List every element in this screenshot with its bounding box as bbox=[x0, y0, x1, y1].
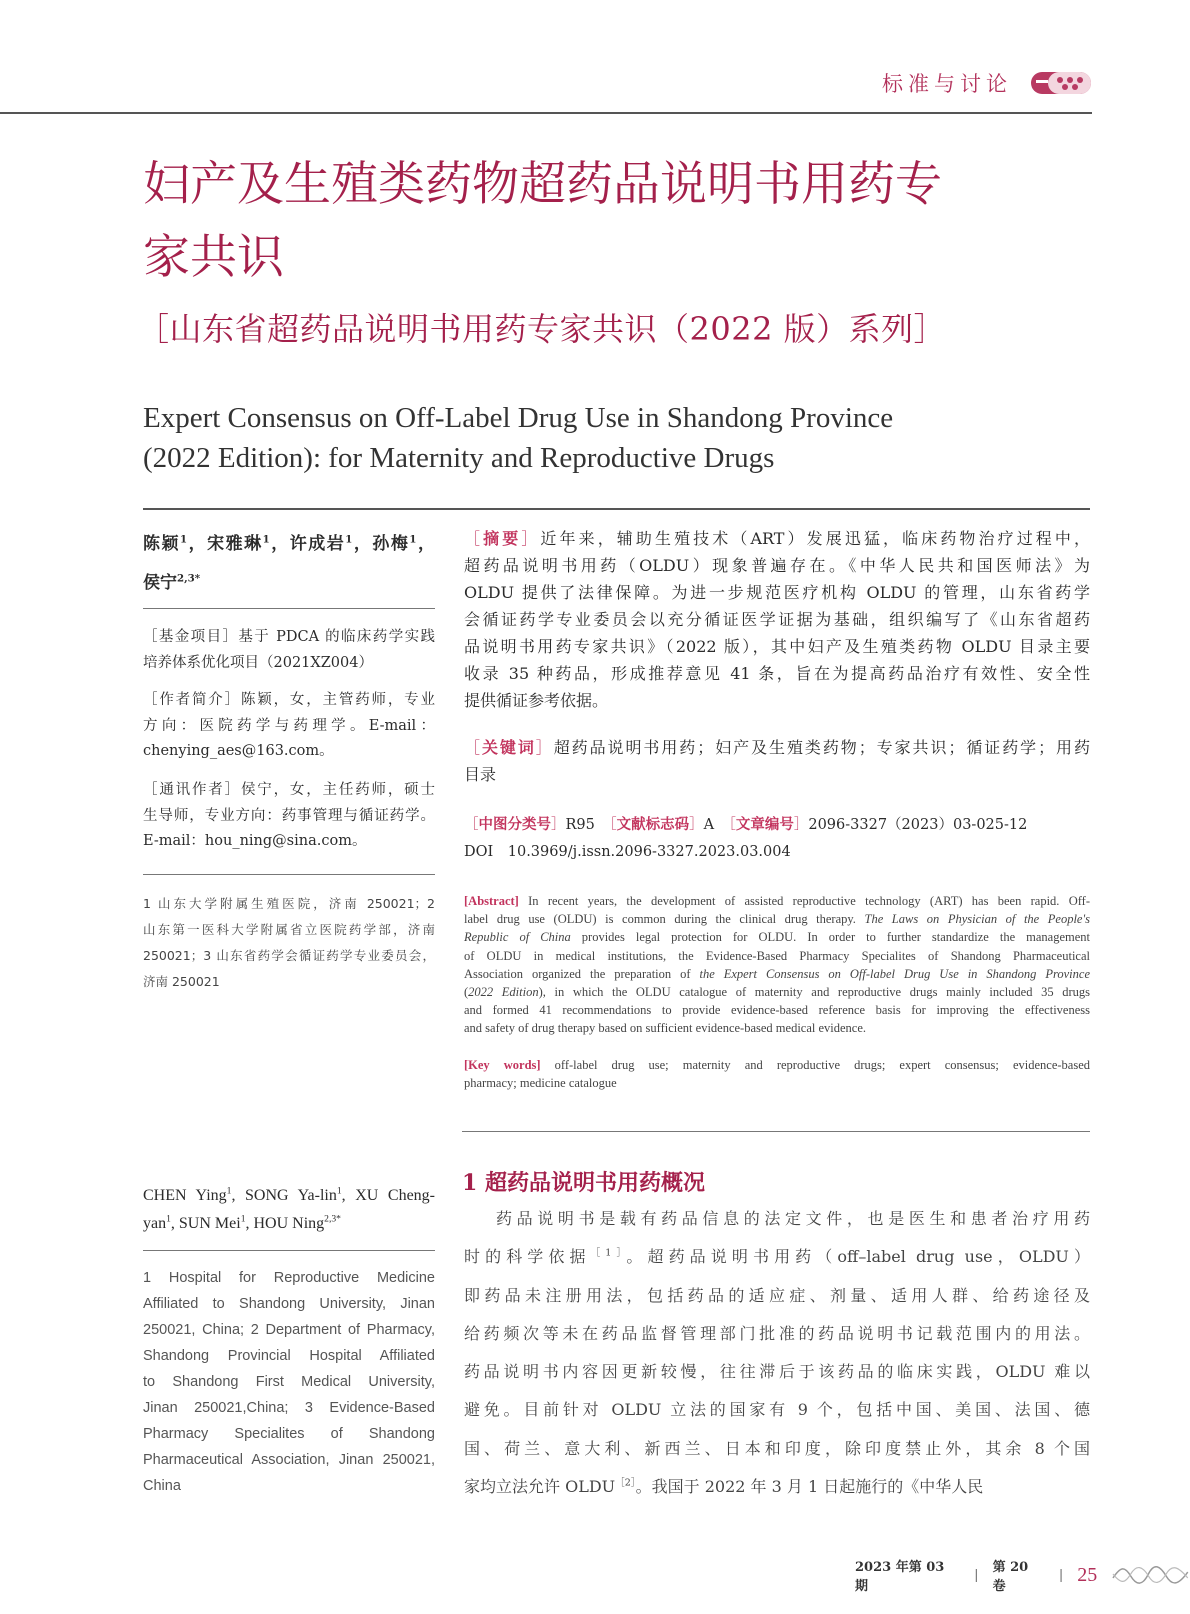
text-segment: ，许成岩 bbox=[269, 534, 346, 554]
text-segment: 方向：医院药学与药理学。E-mail： bbox=[143, 717, 435, 734]
superscript: 1 bbox=[226, 1185, 232, 1197]
text-line bbox=[464, 552, 1090, 579]
section-header: 标准与讨论 bbox=[882, 72, 1012, 96]
text-segment: 目录 bbox=[464, 765, 497, 784]
text-segment: 侯宁 bbox=[143, 573, 177, 593]
text-segment: ( bbox=[464, 985, 469, 1000]
text-line bbox=[464, 1315, 1090, 1353]
section-heading: 1 超药品说明书用药概况 bbox=[462, 1170, 705, 1196]
text-segment: ，宋雅琳 bbox=[187, 534, 263, 554]
keywords-en bbox=[464, 1056, 1090, 1092]
field-label: ［ bbox=[609, 817, 617, 833]
text-segment: China bbox=[143, 1478, 181, 1494]
text-line bbox=[464, 1074, 1090, 1092]
text-line bbox=[143, 714, 435, 740]
text-line bbox=[143, 1395, 435, 1421]
text-segment: 。超药品说明书用药（off–label drug use，OLDU） bbox=[626, 1247, 1090, 1267]
text-line bbox=[143, 969, 435, 995]
text-segment: 药品说明书是载有药品信息的法定文件，也是医生和患者治疗用药 bbox=[496, 1209, 1090, 1228]
text-segment: of OLDU in medical institutions, the Evidence-Based Pharmacy Specialites of Shandong Pharmaceutical bbox=[464, 948, 1090, 963]
text-segment: 1 山东大学附属生殖医院，济南 250021；2 bbox=[143, 896, 435, 911]
text-line bbox=[464, 1430, 1090, 1468]
text-line bbox=[464, 1019, 1090, 1037]
text-line bbox=[464, 660, 1090, 687]
text-line bbox=[143, 1265, 435, 1291]
text-segment: ［作者简介］陈颖，女，主管药师，专业 bbox=[143, 692, 435, 708]
text-line bbox=[464, 1277, 1090, 1315]
superscript: 2,3* bbox=[324, 1213, 341, 1225]
classification-info bbox=[464, 811, 1090, 866]
text-line bbox=[143, 1343, 435, 1369]
text-line bbox=[464, 965, 1090, 983]
text-segment: In recent years, the development of assisted reproductive technology (ART) has been rapid. Off- bbox=[518, 894, 1090, 908]
text-line bbox=[143, 943, 435, 969]
journal-logo-icon bbox=[1030, 70, 1092, 96]
text-line bbox=[143, 525, 435, 564]
text-segment: ， bbox=[416, 534, 436, 554]
title-line: 家共识 bbox=[143, 230, 284, 285]
text-segment: Affiliated to Shandong University, Jinan bbox=[143, 1296, 435, 1312]
text-segment: 。我国于 2022 年 3 月 1 日起施行的《中华人民 bbox=[635, 1477, 984, 1497]
superscript: ［2］ bbox=[615, 1477, 636, 1489]
wave-decoration-icon bbox=[1111, 1564, 1190, 1586]
text-line bbox=[143, 1291, 435, 1317]
text-segment: 250021, China; 2 Department of Pharmacy, bbox=[143, 1322, 435, 1338]
text-line bbox=[464, 1056, 1090, 1074]
text-segment: ［通讯作者］侯宁，女，主任药师，硕士 bbox=[143, 782, 435, 798]
field-label: ］ bbox=[793, 817, 809, 833]
superscript: 1 bbox=[180, 533, 188, 546]
volume-number: 第 20 卷 bbox=[992, 1560, 1029, 1594]
text-segment: 避免。目前针对 OLDU 立法的国家有 9 个，包括中国、美国、法国、德 bbox=[464, 1400, 1090, 1420]
text-segment: Pharmaceutical Association, Jinan 250021, bbox=[143, 1452, 435, 1468]
text-segment: Shandong Provincial Hospital Affiliated bbox=[143, 1348, 435, 1364]
text-line bbox=[143, 625, 435, 651]
body-text bbox=[464, 1200, 1090, 1506]
superscript: 1 bbox=[166, 1213, 171, 1225]
series-subtitle: ［山东省超药品说明书用药专家共识（2022 版）系列］ bbox=[137, 310, 947, 348]
divider bbox=[462, 1131, 1090, 1132]
superscript: 2,3* bbox=[177, 572, 201, 585]
text-segment: 2022 Edition bbox=[468, 985, 539, 1000]
text-line bbox=[464, 983, 1090, 1001]
field-label: ［ bbox=[728, 817, 736, 833]
text-segment: 会循证药学专业委员会以充分循证医学证据为基础，组织编写了《山东省超药 bbox=[464, 610, 1090, 629]
field-label: 文献标志码 bbox=[616, 816, 690, 833]
text-segment: 超药品说明书用药（OLDU）现象普遍存在。《中华人民共和国医师法》为 bbox=[464, 556, 1090, 575]
corresponding-author bbox=[143, 778, 435, 855]
text-segment: ［基金项目］基于 PDCA 的临床药学实践 bbox=[143, 629, 435, 645]
text-segment: , XU Cheng- bbox=[341, 1187, 435, 1204]
text-segment: 近年来，辅助生殖技术（ART）发展迅猛，临床药物治疗过程中， bbox=[540, 529, 1090, 548]
text-line bbox=[143, 688, 435, 714]
text-line bbox=[464, 839, 1090, 866]
text-line bbox=[464, 734, 1090, 761]
page-number: 25 bbox=[1077, 1563, 1098, 1586]
text-line bbox=[464, 1353, 1090, 1391]
text-line bbox=[143, 651, 435, 677]
text-segment: 陈颖 bbox=[143, 534, 181, 554]
divider bbox=[143, 874, 435, 875]
text-line bbox=[464, 1200, 1090, 1238]
text-segment: label drug use (OLDU) is common during the clinical drug therapy. bbox=[464, 912, 865, 927]
text-segment: CHEN Ying bbox=[143, 1187, 227, 1204]
text-line bbox=[143, 1421, 435, 1447]
english-title-line: Expert Consensus on Off-Label Drug Use in Shandong Province bbox=[143, 402, 894, 434]
text-segment: Republic of China bbox=[464, 930, 571, 945]
text-line bbox=[464, 1238, 1090, 1276]
text-segment: 生导师，专业方向：药事管理与循证药学。 bbox=[143, 807, 435, 824]
text-segment: 超药品说明书用药；妇产及生殖类药物；专家共识；循证药学；用药 bbox=[553, 738, 1090, 757]
title-line: 妇产及生殖类药物超药品说明书用药专 bbox=[143, 157, 942, 212]
text-line bbox=[464, 947, 1090, 965]
text-segment: 品说明书用药专家共识》（2022 版），其中妇产及生殖类药物 OLDU 目录主要 bbox=[464, 637, 1090, 656]
text-line bbox=[143, 1473, 435, 1499]
authors-en bbox=[143, 1182, 435, 1238]
text-segment: 提供循证参考依据。 bbox=[464, 691, 609, 710]
text-segment: OLDU 提供了法律保障。为进一步规范医疗机构 OLDU 的管理，山东省药学 bbox=[464, 583, 1090, 602]
text-line bbox=[464, 1391, 1090, 1429]
keywords-cn bbox=[464, 734, 1090, 788]
page-footer bbox=[855, 1556, 1190, 1594]
text-line bbox=[143, 891, 435, 917]
field-label: [Key words] bbox=[464, 1058, 541, 1072]
text-segment: 家均立法允许 OLDU bbox=[464, 1477, 616, 1497]
text-segment: 药品说明书内容因更新较慢，往往滞后于该药品的临床实践，OLDU 难以 bbox=[464, 1362, 1090, 1382]
text-segment: , SONG Ya-lin bbox=[231, 1187, 337, 1204]
header-rule bbox=[0, 112, 1092, 114]
field-label: ］ bbox=[535, 738, 554, 757]
text-segment: , HOU Ning bbox=[245, 1215, 325, 1232]
text-line bbox=[143, 917, 435, 943]
text-segment: 收录 35 种药品，形成推荐意见 41 条，旨在为提高药品治疗有效性、安全性 bbox=[464, 664, 1090, 683]
text-segment: 给药频次等未在药品监督管理部门批准的药品说明书记载范围内的用法。 bbox=[464, 1323, 1090, 1343]
text-segment: , SUN Mei bbox=[170, 1215, 241, 1232]
text-line bbox=[143, 804, 435, 830]
text-line bbox=[464, 525, 1090, 552]
text-segment: chenying_aes@163.com。 bbox=[143, 743, 334, 759]
text-line bbox=[464, 606, 1090, 633]
text-line bbox=[464, 1001, 1090, 1019]
text-segment: 250021；3 山东省药学会循证药学专业委员会， bbox=[143, 948, 435, 963]
text-line bbox=[143, 778, 435, 804]
divider bbox=[143, 608, 435, 609]
text-line bbox=[143, 1182, 435, 1210]
fund-info bbox=[143, 625, 435, 676]
authors-cn bbox=[143, 525, 435, 603]
field-label: ［ bbox=[464, 529, 484, 548]
text-line bbox=[143, 1369, 435, 1395]
affiliations-en bbox=[143, 1265, 435, 1499]
text-line bbox=[143, 829, 435, 855]
text-segment: Pharmacy Specialites of Shandong bbox=[143, 1426, 435, 1442]
text-segment: ，孙梅 bbox=[352, 534, 410, 554]
field-label: 摘要 bbox=[483, 529, 522, 548]
text-segment: R95 bbox=[565, 817, 610, 833]
text-segment: the Expert Consensus on Off-label Drug Use in Shandong Province bbox=[699, 966, 1090, 981]
abstract-en bbox=[464, 892, 1090, 1038]
divider bbox=[143, 1250, 435, 1251]
text-segment: 培养体系优化项目（2021XZ004） bbox=[143, 654, 373, 671]
superscript: 1 bbox=[409, 533, 417, 546]
text-line bbox=[143, 739, 435, 765]
text-line bbox=[464, 811, 1090, 839]
text-segment: Jinan 250021,China; 3 Evidence-Based bbox=[143, 1400, 435, 1416]
page-title bbox=[143, 148, 1103, 294]
text-segment: Association organized the preparation of bbox=[464, 966, 700, 981]
text-line bbox=[143, 1447, 435, 1473]
text-segment: 济南 250021 bbox=[143, 974, 220, 989]
field-label: [Abstract] bbox=[464, 894, 519, 908]
author-bio bbox=[143, 688, 435, 765]
text-segment: 时的科学依据 bbox=[464, 1247, 591, 1267]
affiliations-cn bbox=[143, 891, 435, 995]
text-segment: 1 Hospital for Reproductive Medicine bbox=[143, 1270, 435, 1286]
field-label: ］ bbox=[551, 817, 566, 833]
text-line bbox=[143, 1210, 435, 1238]
text-segment: The Laws on Physician of the People's bbox=[864, 912, 1091, 927]
field-label: ［ bbox=[464, 817, 479, 833]
field-label: 文章编号 bbox=[735, 816, 794, 833]
text-segment: 即药品未注册用法，包括药品的适应症、剂量、适用人群、给药途径及 bbox=[464, 1285, 1090, 1305]
text-segment: provides legal protection for OLDU. In order to further standardize the management bbox=[570, 930, 1091, 945]
text-segment: and formed 41 recommendations to provide evidence-based reference basis for improving the effectiveness bbox=[464, 1003, 1090, 1018]
abstract-cn bbox=[464, 525, 1090, 714]
superscript: ［1］ bbox=[590, 1247, 627, 1259]
english-title-line: (2022 Edition): for Maternity and Reproductive Drugs bbox=[143, 442, 775, 474]
text-segment: ), in which the OLDU catalogue of maternity and reproductive drugs mainly included 35 drugs bbox=[538, 985, 1090, 1000]
text-segment: 山东第一医科大学附属省立医院药学部，济南 bbox=[143, 922, 435, 937]
footer-separator: | bbox=[1058, 1567, 1064, 1583]
text-segment: E-mail：hou_ning@sina.com。 bbox=[143, 833, 367, 849]
issue-number: 2023 年第 03 期 bbox=[855, 1560, 945, 1594]
field-label: ］ bbox=[689, 817, 704, 833]
text-line bbox=[464, 928, 1090, 946]
text-segment: yan bbox=[143, 1215, 167, 1232]
field-label: 关键词 bbox=[481, 738, 536, 757]
text-line bbox=[464, 910, 1090, 928]
superscript: 1 bbox=[345, 533, 353, 546]
text-line bbox=[464, 579, 1090, 606]
superscript: 1 bbox=[336, 1185, 342, 1197]
field-label: ］ bbox=[521, 529, 541, 548]
text-segment: pharmacy; medicine catalogue bbox=[464, 1076, 617, 1091]
text-line bbox=[464, 761, 1090, 788]
field-label: 中图分类号 bbox=[478, 816, 551, 833]
text-segment: to Shandong First Medical University, bbox=[143, 1374, 435, 1390]
text-line bbox=[143, 1317, 435, 1343]
footer-separator: | bbox=[974, 1567, 979, 1583]
english-title bbox=[143, 398, 893, 478]
title-rule bbox=[143, 508, 1090, 510]
text-segment: 国、荷兰、意大利、新西兰、日本和印度，除印度禁止外，其余 8 个国 bbox=[464, 1438, 1090, 1458]
text-line bbox=[143, 564, 435, 603]
superscript: 1 bbox=[262, 533, 270, 546]
field-label: ［ bbox=[464, 738, 482, 757]
text-line bbox=[464, 687, 1090, 714]
text-line bbox=[464, 892, 1090, 910]
superscript: 1 bbox=[240, 1213, 246, 1225]
text-segment: and safety of drug therapy based on sufficient evidence-based medical evidence. bbox=[464, 1021, 867, 1036]
text-line bbox=[464, 1468, 1090, 1506]
text-segment: DOI 10.3969/j.issn.2096-3327.2023.03.004 bbox=[464, 844, 791, 860]
text-line bbox=[464, 633, 1090, 660]
text-segment: A bbox=[703, 817, 729, 833]
text-segment: 2096-3327（2023）03-025-12 bbox=[808, 817, 1028, 833]
text-segment: off-label drug use; maternity and reproductive drugs; expert consensus; evidence-based bbox=[540, 1058, 1090, 1072]
